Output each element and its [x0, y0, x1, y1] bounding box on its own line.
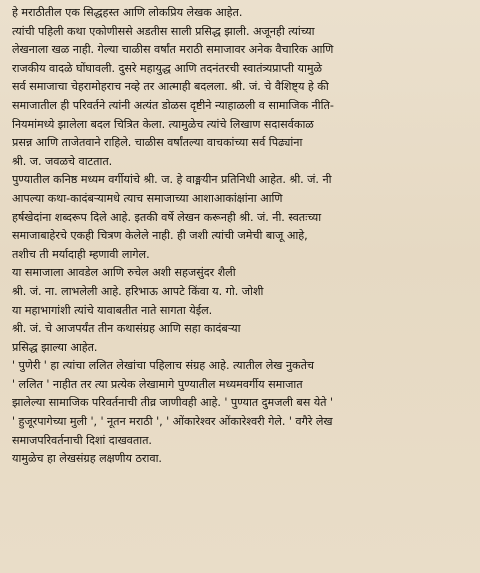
- text-line: श्री. जं. चे आजपर्यंत तीन कथासंग्रह आणि सहा कादंबऱ्या: [12, 322, 241, 336]
- text-line: ' हुजूरपागेच्या मुली ', ' नूतन मराठी ', ' ओंकारेश्वर ओंकारेश्वरी गेले. ' वगैरे लेख: [12, 415, 333, 429]
- text-line: श्री. जं. ना. लाभलेली आहे. हरिभाऊ आपटे किंवा य. गो. जोशी: [12, 284, 264, 298]
- text-line: प्रसिद्ध झाल्या आहेत.: [12, 340, 98, 354]
- text-line: समाजाबाहेरचे एकही चित्रण केलेले नाही. ही जशी त्यांची जमेची बाजू आहे,: [12, 229, 308, 243]
- text-line: श्री. ज. जवळचे वाटतात.: [12, 154, 113, 168]
- text-line: हर्षखेदांना शब्दरूप दिले आहे. इतकी वर्षे लेखन करूनही श्री. जं. नी. स्वतःच्या: [12, 210, 322, 224]
- text-line: त्यांची पहिली कथा एकोणीससे अडतीस साली प्रसिद्ध झाली. अजूनही त्यांच्या: [12, 24, 315, 38]
- text-line: झालेल्या सामाजिक परिवर्तनाची तीव्र जाणीवही आहे. ' पुण्यात दुमजली बस येते ': [12, 396, 334, 410]
- text-line: समाजपरिवर्तनाची दिशां दाखवतात.: [12, 433, 152, 447]
- text-line: प्रसन्न आणि ताजेतवाने राहिले. चाळीस वर्षांतल्या वाचकांच्या सर्व पिढ्यांना: [12, 136, 303, 150]
- text-line: या समाजाला आवडेल आणि रुचेल अशी सहजसुंदर शैली: [12, 266, 236, 280]
- text-line: तशीच ती मर्यादाही म्हणावी लागेल.: [12, 247, 150, 261]
- text-line: समाजातील ही परिवर्तने त्यांनी अत्यंत डोळस दृष्टीने न्याहाळली व सामाजिक नीति-: [12, 98, 334, 112]
- text-line: राजकीय वादळे घोंघावली. दुसरे महायुद्ध आणि तदनंतरची स्वातंत्र्यप्राप्ती यामुळे: [12, 61, 322, 75]
- text-line: या महाभागांशी त्यांचे यावाबतीत नाते सागता येईल.: [12, 303, 213, 317]
- text-line: नियमांमध्ये झालेला बदल चित्रित केला. त्यामुळेच त्यांचे लिखाण सदासर्वकाळ: [12, 117, 314, 131]
- text-line: यामुळेच हा लेखसंग्रह लक्षणीय ठरावा.: [12, 452, 162, 466]
- text-line: ' ललित ' नाहीत तर त्या प्रत्येक लेखामागे पुण्यातील मध्यमवर्गीय समाजात: [12, 377, 303, 391]
- text-line: हे मराठीतील एक सिद्धहस्त आणि लोकप्रिय लेखक आहेत.: [12, 6, 243, 19]
- text-line: ' पुणेरी ' हा त्यांचा ललित लेखांचा पहिलाच संग्रह आहे. त्यातील लेख नुकतेच: [12, 359, 314, 373]
- text-line: पुण्यातील कनिष्ठ मध्यम वर्गीयांचे श्री. ज. हे वाङ्मयीन प्रतिनिधी आहेत. श्री. जं. नी: [12, 173, 332, 187]
- text-line: सर्व समाजाचा चेहरामोहराच नव्हे तर आत्माही बदलला. श्री. जं. चे वैशिष्ट्य हे की: [12, 80, 329, 94]
- text-line: आपल्या कथा-कादंबऱ्यामधे त्याच समाजाच्या आशाआकांक्षांना आणि: [12, 191, 283, 205]
- text-line: लेखनाला खळ नाही. गेल्या चाळीस वर्षांत मराठी समाजावर अनेक वैचारिक आणि: [12, 43, 334, 57]
